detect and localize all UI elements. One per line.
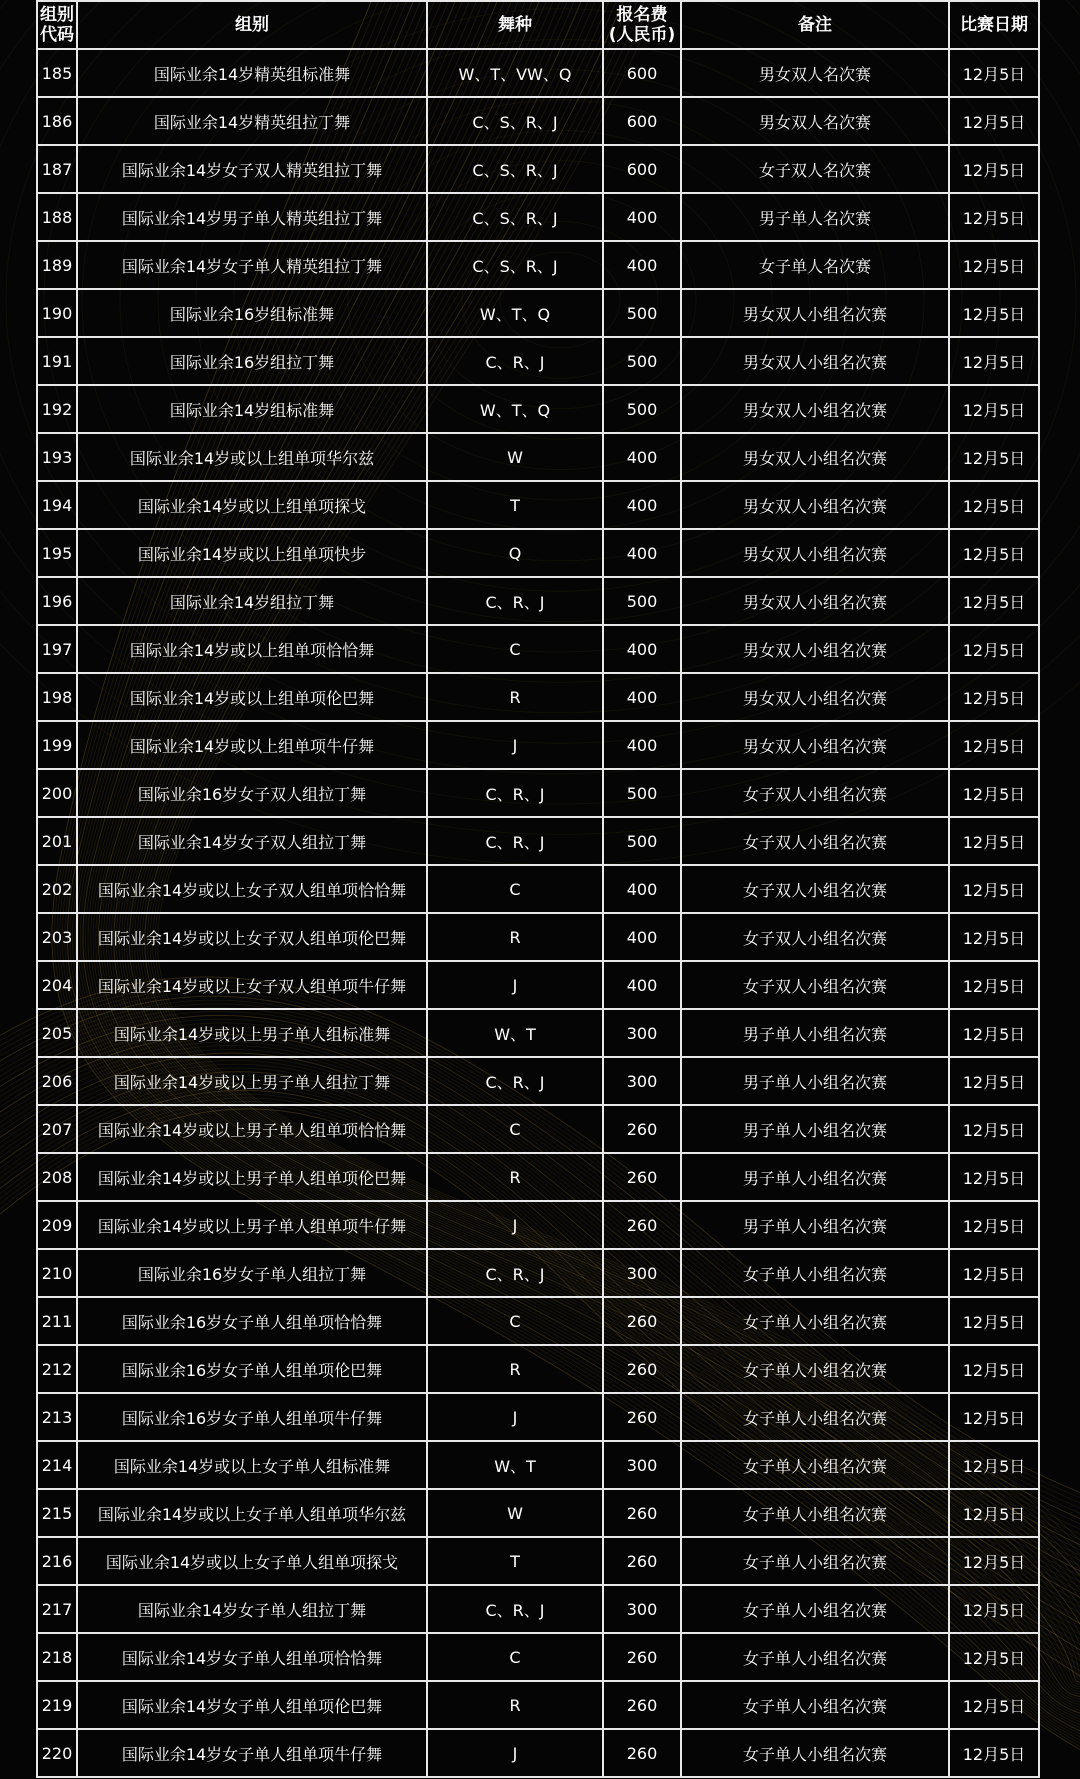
cell-group: 国际业余16岁组拉丁舞 [77, 337, 427, 385]
table-row [37, 1585, 1039, 1633]
cell-date: 12月5日 [949, 1585, 1039, 1633]
cell-note: 女子双人名次赛 [681, 145, 949, 193]
cell-fee: 600 [603, 97, 681, 145]
cell-date: 12月5日 [949, 1441, 1039, 1489]
cell-code: 213 [37, 1393, 77, 1441]
table-row [37, 1537, 1039, 1585]
table-row [37, 1393, 1039, 1441]
cell-note: 男子单人小组名次赛 [681, 1153, 949, 1201]
cell-group: 国际业余16岁女子单人组单项恰恰舞 [77, 1297, 427, 1345]
cell-group: 国际业余14岁女子双人组拉丁舞 [77, 817, 427, 865]
cell-dance: C [427, 625, 603, 673]
cell-note: 男子单人小组名次赛 [681, 1105, 949, 1153]
table-row [37, 577, 1039, 625]
cell-dance: C、S、R、J [427, 145, 603, 193]
cell-dance: W、T、Q [427, 289, 603, 337]
cell-date: 12月5日 [949, 385, 1039, 433]
header-fee: 报名费 (人民币) [603, 1, 681, 49]
cell-code: 218 [37, 1633, 77, 1681]
cell-date: 12月5日 [949, 1537, 1039, 1585]
cell-fee: 300 [603, 1249, 681, 1297]
cell-group: 国际业余14岁组拉丁舞 [77, 577, 427, 625]
cell-dance: C [427, 865, 603, 913]
header-note: 备注 [681, 1, 949, 49]
cell-note: 男女双人小组名次赛 [681, 577, 949, 625]
cell-fee: 500 [603, 769, 681, 817]
cell-dance: C [427, 1105, 603, 1153]
header-date: 比赛日期 [949, 1, 1039, 49]
cell-dance: J [427, 1729, 603, 1777]
cell-fee: 300 [603, 1441, 681, 1489]
cell-code: 196 [37, 577, 77, 625]
cell-fee: 300 [603, 1057, 681, 1105]
cell-code: 220 [37, 1729, 77, 1777]
table-row [37, 913, 1039, 961]
cell-dance: R [427, 913, 603, 961]
cell-date: 12月5日 [949, 769, 1039, 817]
table-row [37, 49, 1039, 97]
cell-date: 12月5日 [949, 241, 1039, 289]
cell-fee: 300 [603, 1585, 681, 1633]
cell-fee: 400 [603, 241, 681, 289]
cell-note: 男女双人小组名次赛 [681, 481, 949, 529]
cell-note: 女子双人小组名次赛 [681, 913, 949, 961]
cell-dance: R [427, 1681, 603, 1729]
table-row [37, 97, 1039, 145]
cell-code: 199 [37, 721, 77, 769]
cell-fee: 400 [603, 865, 681, 913]
cell-note: 女子双人小组名次赛 [681, 817, 949, 865]
cell-date: 12月5日 [949, 1057, 1039, 1105]
cell-code: 185 [37, 49, 77, 97]
cell-note: 男子单人小组名次赛 [681, 1057, 949, 1105]
header-dance: 舞种 [427, 1, 603, 49]
cell-fee: 260 [603, 1153, 681, 1201]
table-row [37, 289, 1039, 337]
cell-group: 国际业余14岁精英组标准舞 [77, 49, 427, 97]
header-group: 组别 [77, 1, 427, 49]
cell-fee: 500 [603, 577, 681, 625]
table-row [37, 337, 1039, 385]
cell-fee: 400 [603, 193, 681, 241]
cell-fee: 500 [603, 337, 681, 385]
table-row [37, 1345, 1039, 1393]
cell-date: 12月5日 [949, 193, 1039, 241]
cell-code: 206 [37, 1057, 77, 1105]
cell-note: 男子单人小组名次赛 [681, 1009, 949, 1057]
table-row [37, 1441, 1039, 1489]
cell-note: 女子单人小组名次赛 [681, 1249, 949, 1297]
table-row [37, 673, 1039, 721]
cell-code: 198 [37, 673, 77, 721]
cell-group: 国际业余14岁或以上组单项伦巴舞 [77, 673, 427, 721]
cell-group: 国际业余14岁女子单人组单项牛仔舞 [77, 1729, 427, 1777]
cell-group: 国际业余16岁女子单人组单项伦巴舞 [77, 1345, 427, 1393]
cell-fee: 300 [603, 1009, 681, 1057]
cell-note: 女子单人小组名次赛 [681, 1585, 949, 1633]
cell-date: 12月5日 [949, 961, 1039, 1009]
cell-note: 女子双人小组名次赛 [681, 865, 949, 913]
cell-group: 国际业余14岁或以上男子单人组拉丁舞 [77, 1057, 427, 1105]
table-row [37, 1105, 1039, 1153]
cell-date: 12月5日 [949, 1105, 1039, 1153]
cell-dance: C、S、R、J [427, 97, 603, 145]
cell-group: 国际业余14岁或以上女子单人组单项探戈 [77, 1537, 427, 1585]
cell-fee: 260 [603, 1489, 681, 1537]
cell-fee: 260 [603, 1345, 681, 1393]
table-row [37, 1201, 1039, 1249]
table-row [37, 1489, 1039, 1537]
cell-group: 国际业余14岁女子单人精英组拉丁舞 [77, 241, 427, 289]
cell-group: 国际业余14岁组标准舞 [77, 385, 427, 433]
cell-code: 208 [37, 1153, 77, 1201]
cell-note: 男女双人小组名次赛 [681, 337, 949, 385]
cell-note: 女子单人小组名次赛 [681, 1297, 949, 1345]
cell-code: 187 [37, 145, 77, 193]
cell-group: 国际业余16岁女子单人组拉丁舞 [77, 1249, 427, 1297]
cell-code: 211 [37, 1297, 77, 1345]
cell-fee: 500 [603, 385, 681, 433]
cell-group: 国际业余14岁女子单人组单项伦巴舞 [77, 1681, 427, 1729]
cell-code: 217 [37, 1585, 77, 1633]
cell-dance: J [427, 961, 603, 1009]
cell-fee: 260 [603, 1105, 681, 1153]
cell-dance: W、T、Q [427, 385, 603, 433]
cell-code: 212 [37, 1345, 77, 1393]
cell-code: 188 [37, 193, 77, 241]
cell-fee: 260 [603, 1393, 681, 1441]
cell-fee: 400 [603, 625, 681, 673]
cell-dance: W [427, 433, 603, 481]
cell-note: 女子单人名次赛 [681, 241, 949, 289]
cell-code: 210 [37, 1249, 77, 1297]
cell-fee: 500 [603, 289, 681, 337]
cell-group: 国际业余14岁女子双人精英组拉丁舞 [77, 145, 427, 193]
table-row [37, 1633, 1039, 1681]
cell-group: 国际业余14岁或以上组单项华尔兹 [77, 433, 427, 481]
cell-code: 195 [37, 529, 77, 577]
cell-date: 12月5日 [949, 49, 1039, 97]
cell-dance: R [427, 673, 603, 721]
table-row [37, 1681, 1039, 1729]
cell-note: 女子单人小组名次赛 [681, 1345, 949, 1393]
cell-dance: C、S、R、J [427, 241, 603, 289]
cell-dance: C、S、R、J [427, 193, 603, 241]
cell-fee: 500 [603, 817, 681, 865]
cell-code: 214 [37, 1441, 77, 1489]
cell-dance: C、R、J [427, 1057, 603, 1105]
cell-code: 209 [37, 1201, 77, 1249]
cell-code: 216 [37, 1537, 77, 1585]
table-row [37, 1249, 1039, 1297]
cell-fee: 260 [603, 1729, 681, 1777]
cell-date: 12月5日 [949, 337, 1039, 385]
cell-date: 12月5日 [949, 865, 1039, 913]
cell-note: 男女双人小组名次赛 [681, 721, 949, 769]
cell-date: 12月5日 [949, 481, 1039, 529]
cell-group: 国际业余14岁或以上女子双人组单项伦巴舞 [77, 913, 427, 961]
cell-group: 国际业余16岁女子单人组单项牛仔舞 [77, 1393, 427, 1441]
cell-code: 192 [37, 385, 77, 433]
cell-code: 201 [37, 817, 77, 865]
cell-dance: W [427, 1489, 603, 1537]
cell-code: 194 [37, 481, 77, 529]
cell-code: 197 [37, 625, 77, 673]
cell-dance: J [427, 721, 603, 769]
cell-group: 国际业余14岁或以上男子单人组标准舞 [77, 1009, 427, 1057]
cell-date: 12月5日 [949, 1249, 1039, 1297]
table-row [37, 433, 1039, 481]
cell-date: 12月5日 [949, 1297, 1039, 1345]
cell-date: 12月5日 [949, 913, 1039, 961]
cell-code: 205 [37, 1009, 77, 1057]
cell-code: 186 [37, 97, 77, 145]
cell-note: 男女双人小组名次赛 [681, 529, 949, 577]
cell-note: 女子双人小组名次赛 [681, 769, 949, 817]
cell-code: 202 [37, 865, 77, 913]
cell-code: 200 [37, 769, 77, 817]
cell-group: 国际业余14岁女子单人组拉丁舞 [77, 1585, 427, 1633]
cell-date: 12月5日 [949, 1201, 1039, 1249]
cell-code: 203 [37, 913, 77, 961]
cell-group: 国际业余14岁或以上组单项恰恰舞 [77, 625, 427, 673]
cell-dance: C、R、J [427, 769, 603, 817]
fee-table [36, 0, 1040, 1778]
cell-group: 国际业余16岁女子双人组拉丁舞 [77, 769, 427, 817]
cell-date: 12月5日 [949, 817, 1039, 865]
cell-dance: C、R、J [427, 1249, 603, 1297]
cell-note: 女子单人小组名次赛 [681, 1489, 949, 1537]
cell-group: 国际业余14岁女子单人组单项恰恰舞 [77, 1633, 427, 1681]
cell-date: 12月5日 [949, 1729, 1039, 1777]
cell-dance: T [427, 481, 603, 529]
table-row [37, 817, 1039, 865]
table-row [37, 961, 1039, 1009]
table-row [37, 1153, 1039, 1201]
cell-group: 国际业余14岁或以上男子单人组单项恰恰舞 [77, 1105, 427, 1153]
cell-note: 男女双人名次赛 [681, 49, 949, 97]
table-row [37, 1057, 1039, 1105]
cell-fee: 400 [603, 961, 681, 1009]
cell-note: 男女双人小组名次赛 [681, 433, 949, 481]
table-row [37, 385, 1039, 433]
cell-fee: 260 [603, 1681, 681, 1729]
cell-code: 207 [37, 1105, 77, 1153]
cell-fee: 260 [603, 1537, 681, 1585]
cell-note: 女子单人小组名次赛 [681, 1681, 949, 1729]
table-row [37, 769, 1039, 817]
cell-date: 12月5日 [949, 625, 1039, 673]
cell-fee: 260 [603, 1201, 681, 1249]
cell-dance: J [427, 1393, 603, 1441]
cell-code: 189 [37, 241, 77, 289]
cell-fee: 400 [603, 529, 681, 577]
cell-group: 国际业余14岁或以上男子单人组单项伦巴舞 [77, 1153, 427, 1201]
cell-date: 12月5日 [949, 577, 1039, 625]
cell-group: 国际业余14岁或以上女子单人组单项华尔兹 [77, 1489, 427, 1537]
cell-fee: 400 [603, 913, 681, 961]
cell-date: 12月5日 [949, 1009, 1039, 1057]
cell-note: 男女双人名次赛 [681, 97, 949, 145]
cell-note: 男女双人小组名次赛 [681, 289, 949, 337]
table-row [37, 625, 1039, 673]
cell-dance: C [427, 1297, 603, 1345]
cell-fee: 600 [603, 145, 681, 193]
cell-code: 204 [37, 961, 77, 1009]
table-row [37, 721, 1039, 769]
cell-dance: C、R、J [427, 577, 603, 625]
cell-group: 国际业余14岁或以上组单项快步 [77, 529, 427, 577]
cell-date: 12月5日 [949, 673, 1039, 721]
cell-date: 12月5日 [949, 1345, 1039, 1393]
cell-date: 12月5日 [949, 721, 1039, 769]
table-row [37, 241, 1039, 289]
cell-note: 男子单人名次赛 [681, 193, 949, 241]
cell-group: 国际业余14岁或以上男子单人组单项牛仔舞 [77, 1201, 427, 1249]
cell-dance: R [427, 1153, 603, 1201]
cell-dance: C、R、J [427, 337, 603, 385]
cell-dance: Q [427, 529, 603, 577]
cell-date: 12月5日 [949, 1489, 1039, 1537]
cell-note: 女子单人小组名次赛 [681, 1633, 949, 1681]
cell-dance: J [427, 1201, 603, 1249]
cell-note: 女子单人小组名次赛 [681, 1441, 949, 1489]
table-row [37, 145, 1039, 193]
cell-dance: W、T、VW、Q [427, 49, 603, 97]
cell-date: 12月5日 [949, 1681, 1039, 1729]
table-header-row [37, 1, 1039, 49]
cell-group: 国际业余16岁组标准舞 [77, 289, 427, 337]
cell-fee: 260 [603, 1633, 681, 1681]
cell-fee: 400 [603, 481, 681, 529]
cell-fee: 400 [603, 433, 681, 481]
cell-code: 219 [37, 1681, 77, 1729]
table-row [37, 1729, 1039, 1777]
cell-fee: 600 [603, 49, 681, 97]
cell-group: 国际业余14岁或以上女子单人组标准舞 [77, 1441, 427, 1489]
cell-dance: C [427, 1633, 603, 1681]
cell-date: 12月5日 [949, 1633, 1039, 1681]
cell-date: 12月5日 [949, 1393, 1039, 1441]
cell-code: 193 [37, 433, 77, 481]
table-row [37, 193, 1039, 241]
cell-fee: 260 [603, 1297, 681, 1345]
cell-date: 12月5日 [949, 97, 1039, 145]
cell-note: 男子单人小组名次赛 [681, 1201, 949, 1249]
table-row [37, 529, 1039, 577]
cell-dance: C、R、J [427, 1585, 603, 1633]
cell-fee: 400 [603, 673, 681, 721]
table-row [37, 481, 1039, 529]
cell-date: 12月5日 [949, 529, 1039, 577]
cell-note: 女子单人小组名次赛 [681, 1729, 949, 1777]
cell-group: 国际业余14岁或以上组单项探戈 [77, 481, 427, 529]
table-row [37, 1009, 1039, 1057]
cell-group: 国际业余14岁男子单人精英组拉丁舞 [77, 193, 427, 241]
cell-note: 男女双人小组名次赛 [681, 673, 949, 721]
cell-date: 12月5日 [949, 289, 1039, 337]
cell-note: 女子双人小组名次赛 [681, 961, 949, 1009]
cell-note: 男女双人小组名次赛 [681, 625, 949, 673]
cell-note: 女子单人小组名次赛 [681, 1537, 949, 1585]
cell-date: 12月5日 [949, 433, 1039, 481]
table-row [37, 865, 1039, 913]
cell-dance: T [427, 1537, 603, 1585]
cell-dance: W、T [427, 1441, 603, 1489]
cell-group: 国际业余14岁或以上女子双人组单项恰恰舞 [77, 865, 427, 913]
cell-dance: W、T [427, 1009, 603, 1057]
cell-note: 男女双人小组名次赛 [681, 385, 949, 433]
cell-code: 215 [37, 1489, 77, 1537]
cell-group: 国际业余14岁精英组拉丁舞 [77, 97, 427, 145]
table-row [37, 1297, 1039, 1345]
cell-fee: 400 [603, 721, 681, 769]
cell-dance: R [427, 1345, 603, 1393]
cell-code: 191 [37, 337, 77, 385]
header-code: 组别 代码 [37, 1, 77, 49]
cell-group: 国际业余14岁或以上女子双人组单项牛仔舞 [77, 961, 427, 1009]
cell-note: 女子单人小组名次赛 [681, 1393, 949, 1441]
cell-date: 12月5日 [949, 145, 1039, 193]
cell-group: 国际业余14岁或以上组单项牛仔舞 [77, 721, 427, 769]
cell-code: 190 [37, 289, 77, 337]
cell-date: 12月5日 [949, 1153, 1039, 1201]
cell-dance: C、R、J [427, 817, 603, 865]
